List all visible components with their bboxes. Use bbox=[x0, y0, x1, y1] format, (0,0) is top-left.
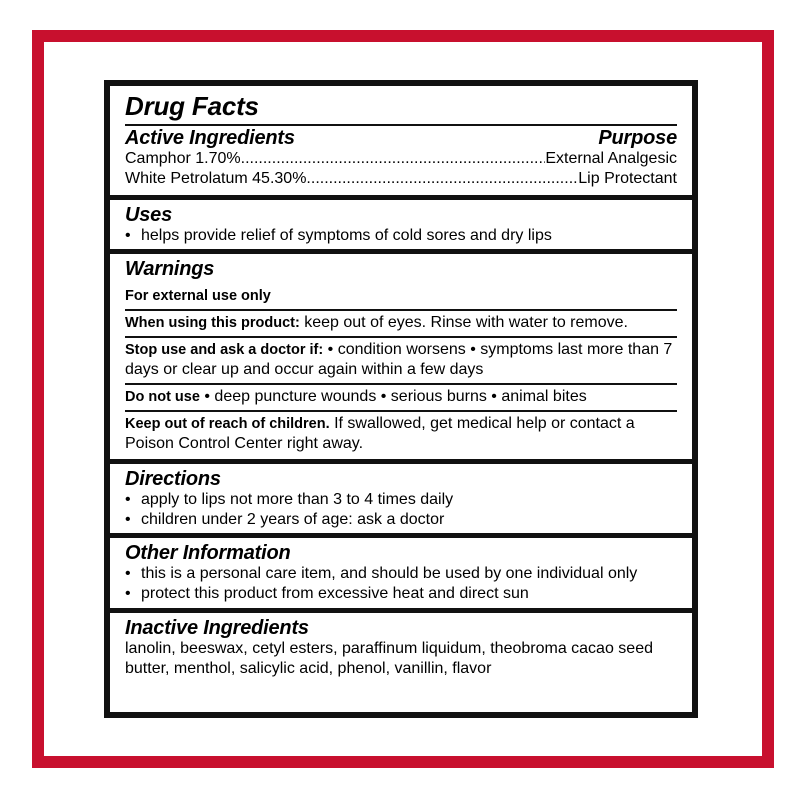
warning-text: keep out of eyes. Rinse with water to remove. bbox=[299, 314, 628, 331]
list-item bbox=[125, 564, 677, 584]
other-information-section bbox=[110, 538, 692, 613]
ingredient-name: Camphor 1.70% bbox=[125, 150, 241, 167]
ingredient-purpose: Lip Protectant bbox=[578, 170, 677, 187]
bullet-icon: • bbox=[125, 491, 131, 508]
list-item bbox=[125, 584, 677, 604]
warning-text: If swallowed, get medical help or contact a Poison Control Center right away. bbox=[125, 415, 635, 452]
active-ingredients-section bbox=[110, 86, 692, 200]
warning-label: Stop use and ask a doctor if: bbox=[125, 342, 324, 358]
bullet-icon: • bbox=[125, 227, 131, 244]
dot-leader bbox=[241, 149, 546, 169]
warning-text: • condition worsens • symptoms last more than 7 days or clear up and occur again within a few days bbox=[125, 341, 673, 378]
warning-text: • deep puncture wounds • serious burns • animal bites bbox=[199, 388, 587, 405]
warning-do-not-use bbox=[125, 383, 677, 410]
warnings-heading: Warnings bbox=[125, 258, 215, 280]
directions-heading: Directions bbox=[125, 468, 221, 490]
inactive-ingredients-text: lanolin, beeswax, cetyl esters, paraffinum liquidum, theobroma cacao seed butter, menthol, salicylic acid, phenol, vanillin, flavor bbox=[125, 640, 653, 677]
warning-label: Do not use bbox=[125, 389, 200, 405]
other-item-text: this is a personal care item, and should be used by one individual only bbox=[141, 565, 638, 582]
uses-heading: Uses bbox=[125, 204, 173, 226]
warning-keep-out bbox=[125, 410, 677, 457]
page-title: Drug Facts bbox=[125, 91, 259, 121]
active-ingredients-heading: Active Ingredients bbox=[125, 127, 295, 149]
directions-item-text: children under 2 years of age: ask a doctor bbox=[141, 511, 445, 528]
ingredient-name: White Petrolatum 45.30% bbox=[125, 170, 307, 187]
warning-external bbox=[125, 284, 677, 309]
warning-label: Keep out of reach of children. bbox=[125, 416, 330, 432]
purpose-heading: Purpose bbox=[598, 127, 677, 149]
directions-section bbox=[110, 464, 692, 538]
list-item bbox=[125, 226, 677, 246]
directions-item-text: apply to lips not more than 3 to 4 times daily bbox=[141, 491, 454, 508]
dot-leader bbox=[306, 169, 578, 189]
ingredient-purpose: External Analgesic bbox=[545, 150, 677, 167]
warnings-section bbox=[110, 254, 692, 464]
uses-section bbox=[110, 200, 692, 254]
other-item-text: protect this product from excessive heat and direct sun bbox=[141, 585, 529, 602]
warning-stop-use bbox=[125, 336, 677, 383]
inactive-ingredients-heading: Inactive Ingredients bbox=[125, 617, 309, 639]
list-item bbox=[125, 510, 677, 530]
bullet-icon: • bbox=[125, 511, 131, 528]
inactive-ingredients-section bbox=[110, 613, 692, 679]
list-item bbox=[125, 490, 677, 510]
warning-external-text: For external use only bbox=[125, 288, 271, 304]
ingredient-row bbox=[125, 149, 677, 169]
warning-when-using bbox=[125, 309, 677, 336]
active-ingredients-header bbox=[125, 124, 677, 149]
warning-label: When using this product: bbox=[125, 315, 300, 331]
other-information-heading: Other Information bbox=[125, 542, 291, 564]
drug-facts-panel bbox=[104, 80, 698, 718]
uses-item-text: helps provide relief of symptoms of cold sores and dry lips bbox=[141, 227, 552, 244]
ingredient-row bbox=[125, 169, 677, 189]
bullet-icon: • bbox=[125, 585, 131, 602]
bullet-icon: • bbox=[125, 565, 131, 582]
